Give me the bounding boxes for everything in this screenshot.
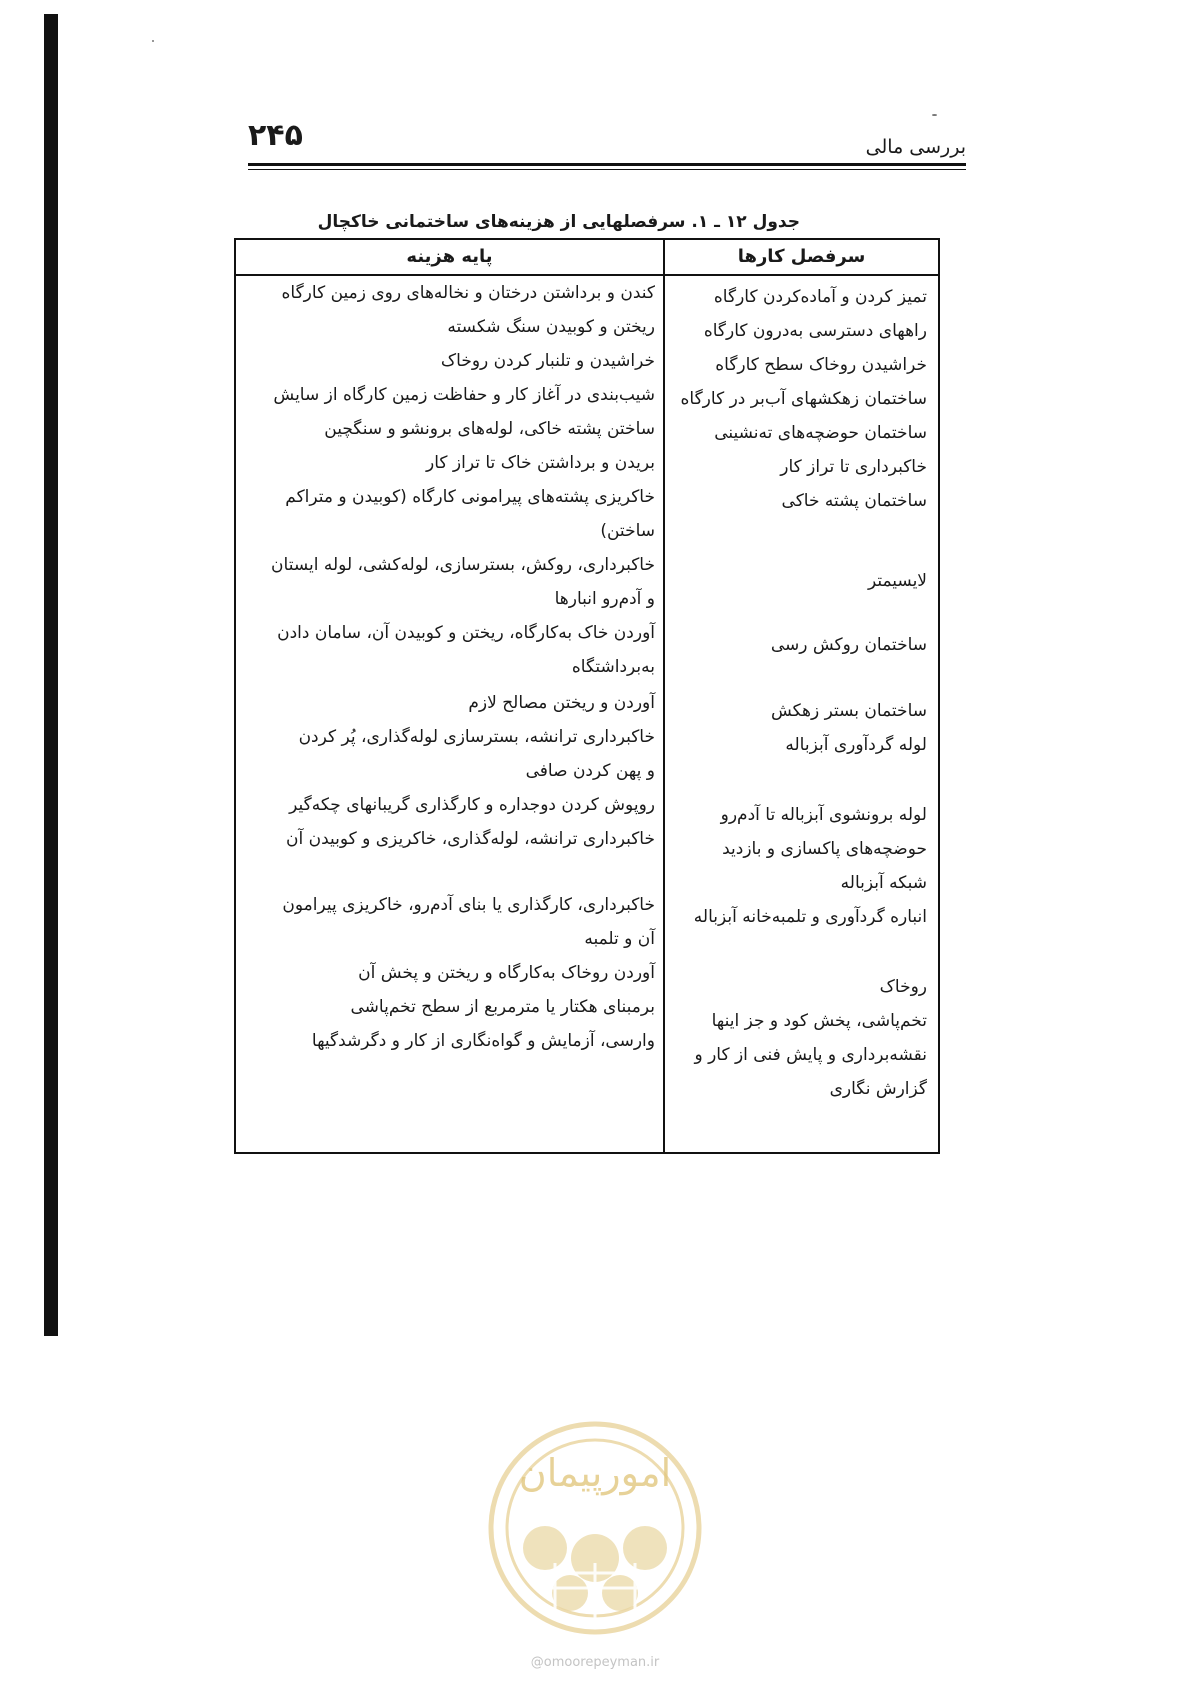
watermark-logo-text: امورپیمان — [518, 1451, 672, 1495]
basis-line: ساختن) — [600, 521, 655, 541]
basis-line: آن و تلمبه — [584, 929, 655, 949]
basis-line: و آدم‌رو انبارها — [554, 589, 655, 609]
basis-line: کندن و برداشتن درختان و نخاله‌های روی زمین کارگاه — [281, 283, 655, 303]
task-line: تخم‌پاشی، پخش کود و جز اینها — [711, 1011, 927, 1031]
basis-line: ریختن و کوبیدن سنگ شکسته — [447, 317, 655, 337]
basis-line: آوردن روخاک به‌کارگاه و ریختن و پخش آن — [358, 963, 655, 983]
running-title: بررسی مالی — [865, 136, 966, 158]
at-icon: @ — [530, 1655, 544, 1670]
header-rule — [248, 163, 966, 166]
basis-line: آوردن خاک به‌کارگاه، ریختن و کوبیدن آن، سامان دادن — [277, 623, 655, 643]
task-line: ساختمان روکش رسی — [770, 635, 927, 655]
basis-line: خاکبرداری ترانشه، لوله‌گذاری، خاکریزی و کوبیدن آن — [286, 829, 655, 849]
header-tasks: سرفصل کارها — [737, 246, 866, 267]
watermark-logo — [475, 1398, 715, 1658]
task-line: ساختمان حوضچه‌های ته‌نشینی — [714, 423, 927, 443]
task-line: تمیز کردن و آماده‌کردن کارگاه — [713, 287, 927, 307]
basis-line: وارسی، آزمایش و گواه‌نگاری از کار و دگرشدگیها — [311, 1031, 655, 1051]
task-line: حوضچه‌های پاکسازی و بازدید — [722, 839, 927, 859]
task-line: لوله برونشوی آبزباله تا آدم‌رو — [720, 805, 927, 825]
task-line: خاکبرداری تا تراز کار — [780, 457, 927, 477]
basis-line: روپوش کردن دوجداره و کارگذاری گریبانهای چکه‌گیر — [289, 795, 655, 815]
page-number: ۲۴۵ — [248, 118, 303, 153]
basis-line: و پهن کردن صافی — [525, 761, 655, 781]
basis-line: خاکبرداری، روکش، بسترسازی، لوله‌کشی، لوله ایستان — [271, 555, 655, 575]
task-line: نقشه‌برداری و پایش فنی از کار و — [694, 1045, 927, 1065]
task-line: ساختمان زهکشهای آب‌بر در کارگاه — [680, 389, 927, 409]
task-line: انباره گردآوری و تلمبه‌خانه آبزباله — [693, 907, 927, 927]
basis-line: خاکریزی پشته‌های پیرامونی کارگاه (کوبیدن و متراکم — [285, 487, 655, 507]
task-line: ساختمان بستر زهکش — [770, 701, 927, 721]
basis-line: خراشیدن و تلنبار کردن روخاک — [440, 351, 655, 371]
task-line: گزارش نگاری — [829, 1079, 927, 1099]
column-divider — [663, 240, 665, 1152]
watermark-url — [495, 1655, 695, 1670]
task-line: لایسیمتر — [867, 571, 927, 591]
cost-table — [234, 238, 940, 1154]
header-rule-thin — [248, 169, 966, 170]
scan-speck — [932, 114, 937, 116]
basis-line: بریدن و برداشتن خاک تا تراز کار — [426, 453, 655, 473]
scan-speck — [152, 40, 154, 42]
scan-edge-bar — [44, 14, 58, 1336]
basis-line: به‌برداشتگاه — [571, 657, 655, 677]
task-line: روخاک — [879, 977, 927, 997]
header-cost-basis: پایه هزینه — [406, 246, 493, 267]
task-line: راههای دسترسی به‌درون کارگاه — [703, 321, 927, 341]
basis-line: برمبنای هکتار یا مترمربع از سطح تخم‌پاشی — [350, 997, 655, 1017]
task-line: لوله گردآوری آبزباله — [785, 735, 927, 755]
task-line: ساختمان پشته خاکی — [781, 491, 927, 511]
basis-line: شیب‌بندی در آغاز کار و حفاظت زمین کارگاه از سایش — [273, 385, 655, 405]
table-caption: جدول ۱۲ ـ ۱. سرفصلهایی از هزینه‌های ساختمانی خاکچال — [317, 212, 800, 232]
task-line: شبکه آبزباله — [840, 873, 927, 893]
basis-line: آوردن و ریختن مصالح لازم — [468, 693, 655, 713]
watermark-url-text: omoorepeyman.ir — [543, 1655, 660, 1670]
basis-line: خاکبرداری، کارگذاری یا بنای آدم‌رو، خاکریزی پیرامون — [282, 895, 655, 915]
basis-line: ساختن پشته خاکی، لوله‌های برونشو و سنگچین — [324, 419, 655, 439]
basis-line: خاکبرداری ترانشه، بسترسازی لوله‌گذاری، پُر کردن — [298, 727, 655, 747]
task-line: خراشیدن روخاک سطح کارگاه — [715, 355, 927, 375]
